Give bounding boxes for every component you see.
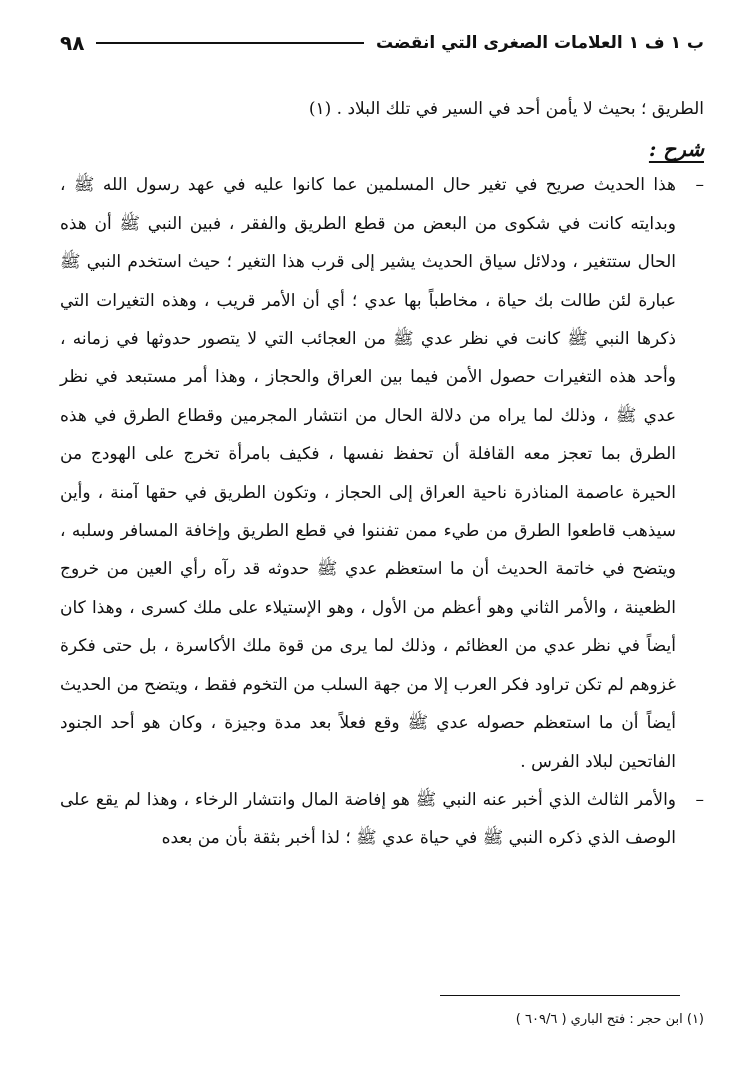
page-number: ٩٨ [60,31,85,55]
sharh-heading: شرح : [648,137,704,162]
paragraph-text: والأمر الثالث الذي أخبر عنه النبي ﷺ هو إفاضة المال وانتشار الرخاء ، وهذا لم يقع على الوصف الذي ذكره النبي ﷺ في حياة عدي ﷺ ؛ لذا أخبر بثقة بأن من بعده [60,789,676,849]
paragraph [60,166,704,781]
intro-line: الطريق ؛ بحيث لا يأمن أحد في السير في تلك البلاد . (١) [308,99,704,119]
paragraph [60,781,704,858]
bullet-dash: – [695,175,704,196]
chapter-title: ب ١ ف ١ العلامات الصغرى التي انقضت [375,33,704,53]
header-rule [96,42,364,44]
footnote: (١) ابن حجر : فتح الباري ( ٦٠٩/٦ ) [515,1012,704,1027]
page-body [60,90,704,858]
footnote-rule [440,995,680,996]
bullet-dash: – [695,789,704,810]
paragraph-text: هذا الحديث صريح في تغير حال المسلمين عما كانوا عليه في عهد رسول الله ﷺ ، وبدايته كانت في شكوى من البعض من قطع الطريق والفقر ، فبين النبي ﷺ أن هذه الحال ستتغير ، ودلائل سياق الحديث يشير إلى قرب هذا التغير ؛ حيث استخدم النبي ﷺ عبارة لئن طالت بك حياة ، مخاطباً بها عدي ؛ أي أن الأمر قريب ، وهذه التغيرات التي ذكرها النبي ﷺ كانت في نظر عدي ﷺ من العجائب التي لا يتصور حدوثها في زمانه ، وأحد هذه التغيرات حصول الأمن فيما بين العراق والحجاز ، وهذا أمر مستبعد في نظر عدي ﷺ ، وذلك لما يراه من دلالة الحال من انتشار المجرمين وقطاع الطرق في هذه الطرق بما تعجز معه القافلة أن تحفظ نفسها ، فكيف بامرأة تخرج على الهودج من الحيرة عاصمة المناذرة ناحية العراق إلى الحجاز ، وتكون الطريق في حقها آمنة ، وأين سيذهب قاطعوا الطرق من طيء ممن تفننوا في قطع الطريق وإخافة المسافر وسلبه ، ويتضح في خاتمة الحديث أن ما استعظم عدي ﷺ حدوثه قد رآه رأي العين من خروج الظعينة ، والأمر الثاني وهو أعظم من الأول ، وهو الإستيلاء على ملك كسرى ، وهذا كان أيضاً في نظر عدي من العظائم ، وذلك لما يرى من قوة ملك الأكاسرة ، بل حتى فكرة غزوهم لم تكن تراود فكر العرب إلا من جهة السلب من التخوم فقط ، ويتضح من الحديث أيضاً أن ما استعظم حصوله عدي ﷺ وقع فعلاً بعد مدة وجيزة ، وكان هو أحد الجنود الفاتحين لبلاد الفرس . [60,175,676,772]
running-header [60,28,704,58]
